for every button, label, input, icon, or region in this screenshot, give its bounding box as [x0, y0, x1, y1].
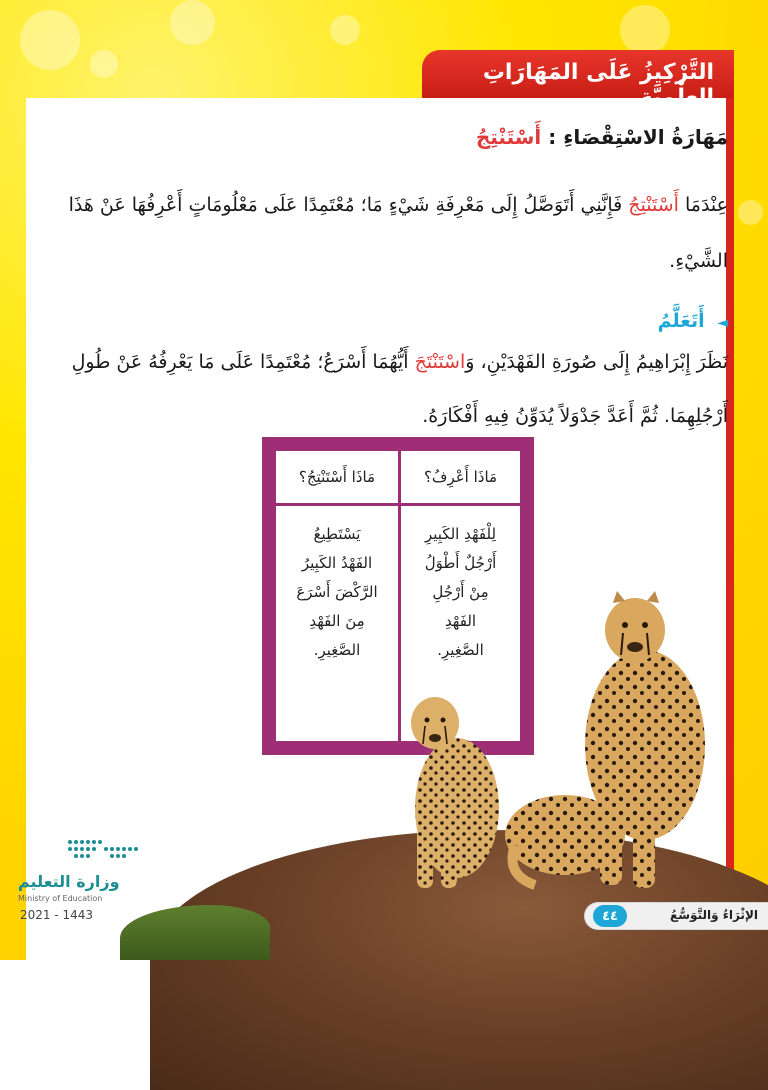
- table-body-know: [401, 506, 520, 665]
- activity-text-start: نَظَرَ إِبْرَاهِيمُ إِلَى صُورَةِ الفَهْدَيْنِ، وَ: [465, 351, 728, 373]
- edition-year: 2021 - 1443: [20, 908, 94, 922]
- bubble-decoration: [170, 0, 215, 45]
- footer-bar: [585, 903, 768, 929]
- table-header-infer: مَاذَا أَسْتَنْتِجُ؟: [276, 451, 398, 506]
- activity-paragraph: [40, 335, 728, 443]
- intro-accent: أَسْتَنْتِجُ: [628, 194, 679, 216]
- intro-text-start: عِنْدَمَا: [684, 194, 728, 216]
- table-body-infer: [276, 506, 398, 665]
- banner-title: التَّرْكِيزُ عَلَى المَهَارَاتِ العِلْمِيَّةِ: [482, 60, 714, 110]
- learn-label: أَتَعَلَّمُ: [657, 310, 705, 332]
- bubble-decoration: [20, 10, 80, 70]
- table-column-infer: [276, 451, 398, 741]
- bubble-decoration: [90, 50, 118, 78]
- activity-accent: اسْتَنْتَجَ: [414, 351, 466, 373]
- footer-section-label: الإثْرَاءُ وَالتَّوَسُّعُ: [670, 908, 758, 922]
- small-cheetah-image: [395, 688, 520, 893]
- page-number-badge: ٤٤: [593, 905, 627, 927]
- table-line: مِنْ أَرْجُلِ: [432, 583, 489, 601]
- intro-paragraph: [40, 177, 728, 289]
- table-line: الفَهْدُ الكَبِيرُ: [301, 554, 373, 572]
- table-line: الصَّغِيرِ.: [437, 641, 484, 659]
- skill-name: أَسْتَنْتِجُ: [475, 125, 542, 149]
- bubble-decoration: [620, 5, 670, 55]
- ministry-name-ar: وزارة التعليم: [18, 872, 120, 891]
- ministry-dots-icon: [66, 838, 146, 860]
- learn-heading: [40, 310, 728, 332]
- table-line: الصَّغِيرِ.: [313, 641, 361, 659]
- bubble-decoration: [330, 15, 360, 45]
- large-cheetah-image: [505, 585, 730, 895]
- table-line: أَرْجُلٌ أَطْوَلُ: [424, 554, 497, 572]
- triangle-icon: ◄: [717, 315, 728, 331]
- intro-text-end: فَإِنَّنِي أَتَوَصَّلُ إِلَى مَعْرِفَةِ شَيْءٍ مَا؛ مُعْتَمِدًا عَلَى مَعْلُومَاتٍ أَعْرِفُهَا عَنْ هَذَا الشَّيْءِ.: [68, 194, 728, 272]
- activity-text-end: أَيُّهُمَا أَسْرَعُ؛ مُعْتَمِدًا عَلَى مَا يَعْرِفُهُ عَنْ طُولِ أَرْجُلِهِمَا. ثُمَّ أَعَدَّ جَدْوَلاً يُدَوِّنُ فِيهِ أَفْكَارَهُ.: [71, 351, 728, 427]
- table-line: مِنَ الفَهْدِ: [309, 612, 365, 630]
- table-line: الرَّكْضَ أَسْرَعَ: [296, 583, 378, 601]
- table-line: يَسْتَطِيعُ: [313, 525, 361, 543]
- section-banner: [422, 50, 734, 110]
- table-line: الفَهْدِ: [444, 612, 477, 630]
- table-header-know: مَاذَا أَعْرِفُ؟: [401, 451, 520, 506]
- skill-line: [40, 125, 728, 149]
- skill-label: مَهَارَةُ الاسْتِقْصَاءِ :: [548, 125, 728, 149]
- table-line: لِلْفَهْدِ الكَبِيرِ: [424, 525, 497, 543]
- ministry-name-en: Ministry of Education: [18, 894, 103, 903]
- bubble-decoration: [738, 200, 763, 225]
